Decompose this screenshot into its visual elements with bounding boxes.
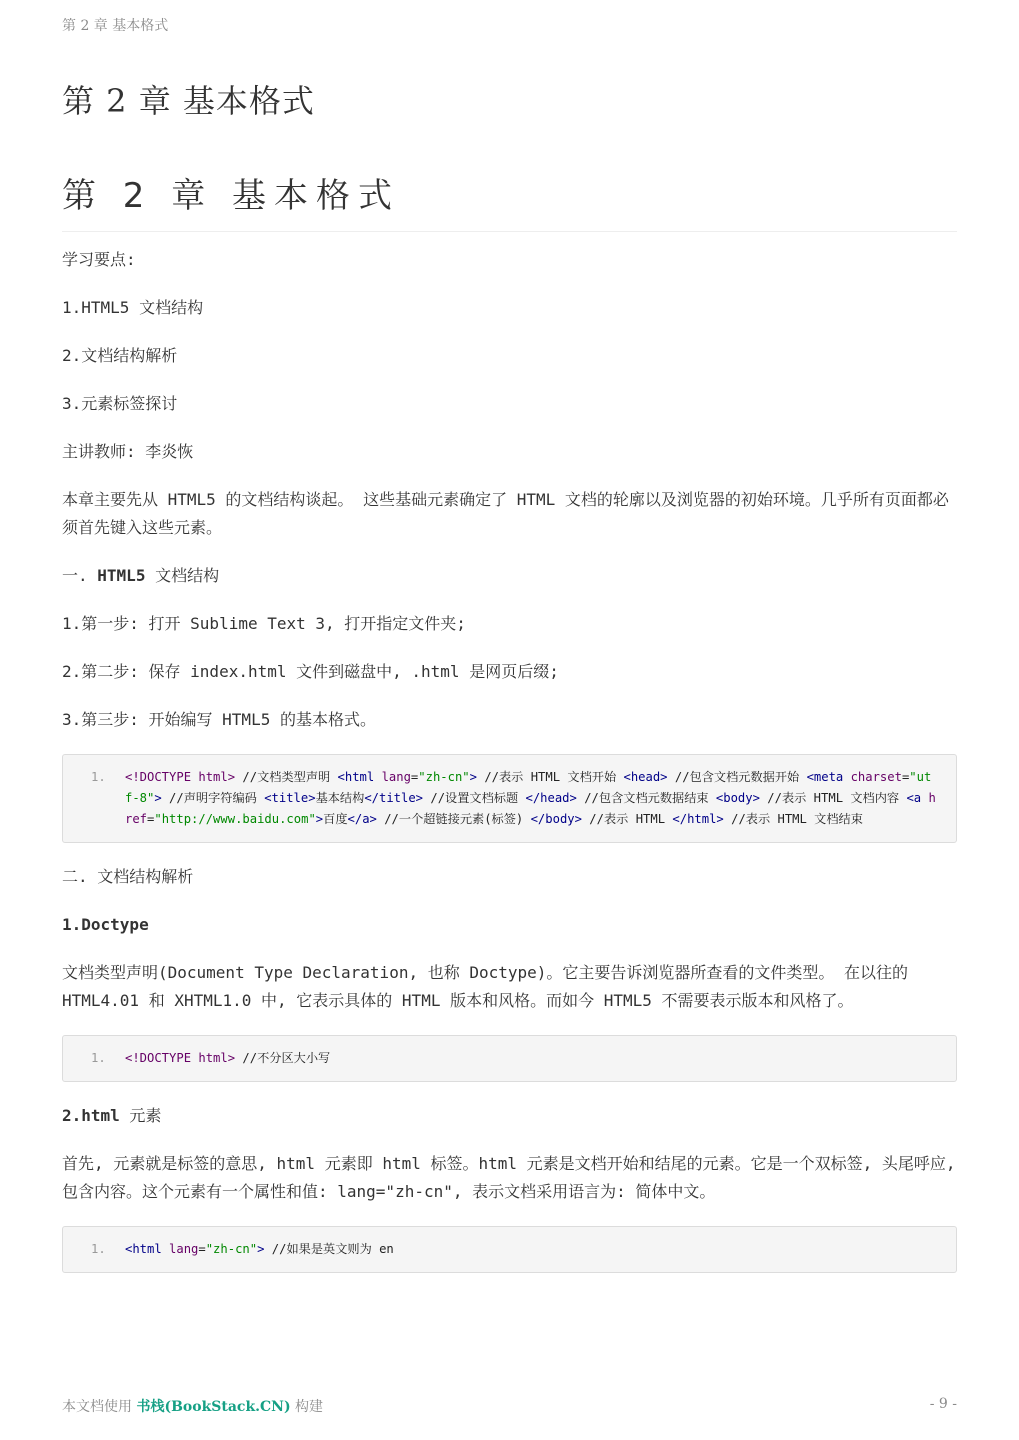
- code-token: =: [198, 1242, 206, 1256]
- line-number: 1.: [91, 1242, 106, 1256]
- section-suffix: 文档结构: [145, 566, 220, 585]
- running-header: 第 2 章 基本格式: [62, 18, 169, 34]
- page-number: - 9 -: [929, 1396, 957, 1412]
- code-comment: //表示 HTML 文档开始: [476, 770, 624, 784]
- bookstack-link[interactable]: 书栈(BookStack.CN): [136, 1399, 291, 1415]
- code-comment: //设置文档标题: [423, 791, 526, 805]
- code-block-html-lang: [62, 1226, 957, 1273]
- code-token: </a>: [347, 812, 377, 826]
- code-token: <title>: [264, 791, 316, 805]
- article-content: [62, 246, 966, 1293]
- section-prefix: 一.: [62, 566, 98, 585]
- point-item: 2.文档结构解析: [62, 346, 178, 365]
- subsection-doctype-title: 1.Doctype: [62, 915, 149, 934]
- subsection-html-title: [62, 1102, 957, 1130]
- code-token: >: [315, 812, 324, 826]
- code-token: 基本结构: [315, 791, 365, 805]
- code-token: <!DOCTYPE html>: [125, 1051, 236, 1065]
- code-token: </html>: [672, 812, 724, 826]
- code-block-basic-structure: [62, 754, 957, 843]
- code-comment: //包含文档元数据结束: [576, 791, 716, 805]
- code-token: lang: [161, 1242, 199, 1256]
- footer-prefix: 本文档使用: [62, 1399, 137, 1415]
- chapter-heading: 第 2 章 基本格式: [62, 168, 957, 232]
- section-bold: HTML5: [97, 566, 146, 585]
- code-token: <meta: [806, 770, 844, 784]
- code-token: <html: [125, 1242, 162, 1256]
- code-comment: //如果是英文则为 en: [264, 1242, 394, 1256]
- code-comment: //表示 HTML 文档内容: [759, 791, 907, 805]
- code-token: </head>: [525, 791, 577, 805]
- code-comment: //表示 HTML 文档结束: [723, 812, 863, 826]
- code-line: [125, 1048, 938, 1069]
- code-block-doctype: [62, 1035, 957, 1082]
- code-line: [125, 1239, 938, 1260]
- footer-suffix: 构建: [290, 1399, 324, 1415]
- point-item: 3.元素标签探讨: [62, 394, 178, 413]
- code-comment: //不分区大小写: [235, 1051, 331, 1065]
- code-token: href: [125, 791, 936, 826]
- intro-paragraph: 本章主要先从 HTML5 的文档结构谈起。 这些基础元素确定了 HTML 文档的轮廓以及浏览器的初始环境。几乎所有页面都必须首先键入这些元素。: [62, 490, 949, 537]
- code-token: "zh-cn": [418, 770, 470, 784]
- code-comment: //一个超链接元素(标签): [376, 812, 531, 826]
- subsection-html-bold: 2.html: [62, 1106, 120, 1125]
- code-token: "zh-cn": [205, 1242, 258, 1256]
- doctype-description: 文档类型声明(Document Type Declaration, 也称 Doctype)。它主要告诉浏览器所查看的文件类型。 在以往的 HTML4.01 和 XHTML1.0 中, 它表示具体的 HTML 版本和风格。而如今 HTML5 不需要表示版本和风格了。: [62, 963, 918, 1010]
- code-token: <!DOCTYPE html>: [125, 770, 236, 784]
- code-token: "http://www.baidu.com": [154, 812, 316, 826]
- code-token: >: [469, 770, 477, 784]
- page-title: 第 2 章 基本格式: [62, 82, 315, 120]
- code-token: =: [147, 812, 155, 826]
- code-token: charset: [843, 770, 902, 784]
- subsection-html-rest: 元素: [119, 1106, 162, 1125]
- teacher-line: 主讲教师: 李炎恢: [62, 442, 194, 461]
- code-token: =: [410, 770, 419, 784]
- code-token: =: [901, 770, 910, 784]
- code-comment: //表示 HTML: [581, 812, 673, 826]
- point-item: 1.HTML5 文档结构: [62, 298, 204, 317]
- points-title: 学习要点:: [62, 250, 136, 269]
- code-token: </body>: [530, 812, 582, 826]
- footer-credit: [62, 1396, 323, 1416]
- code-token: <a: [906, 791, 922, 805]
- code-token: "utf-8": [125, 770, 932, 805]
- section-heading-2: 二. 文档结构解析: [62, 867, 194, 886]
- code-token: >: [154, 791, 162, 805]
- code-token: <html: [337, 770, 375, 784]
- section-heading-1: [62, 562, 957, 590]
- line-number: 1.: [91, 770, 106, 784]
- code-token: 百度: [323, 812, 348, 826]
- code-token: <body>: [715, 791, 760, 805]
- code-comment: //声明字符编码: [161, 791, 265, 805]
- code-comment: //包含文档元数据开始: [667, 770, 807, 784]
- html-description: 首先, 元素就是标签的意思, html 元素即 html 标签。html 元素是文档开始和结尾的元素。它是一个双标签, 头尾呼应, 包含内容。这个元素有一个属性和值: lang="zh-cn", 表示文档采用语言为: 简体中文。: [62, 1154, 966, 1201]
- step-item: 1.第一步: 打开 Sublime Text 3, 打开指定文件夹;: [62, 614, 466, 633]
- step-item: 3.第三步: 开始编写 HTML5 的基本格式。: [62, 710, 376, 729]
- line-number: 1.: [91, 1051, 106, 1065]
- code-token: >: [257, 1242, 265, 1256]
- code-token: <head>: [623, 770, 668, 784]
- code-line: [125, 767, 938, 830]
- step-item: 2.第二步: 保存 index.html 文件到磁盘中, .html 是网页后缀;: [62, 662, 559, 681]
- code-comment: //文档类型声明: [235, 770, 338, 784]
- code-token: lang: [374, 770, 411, 784]
- code-token: </title>: [364, 791, 424, 805]
